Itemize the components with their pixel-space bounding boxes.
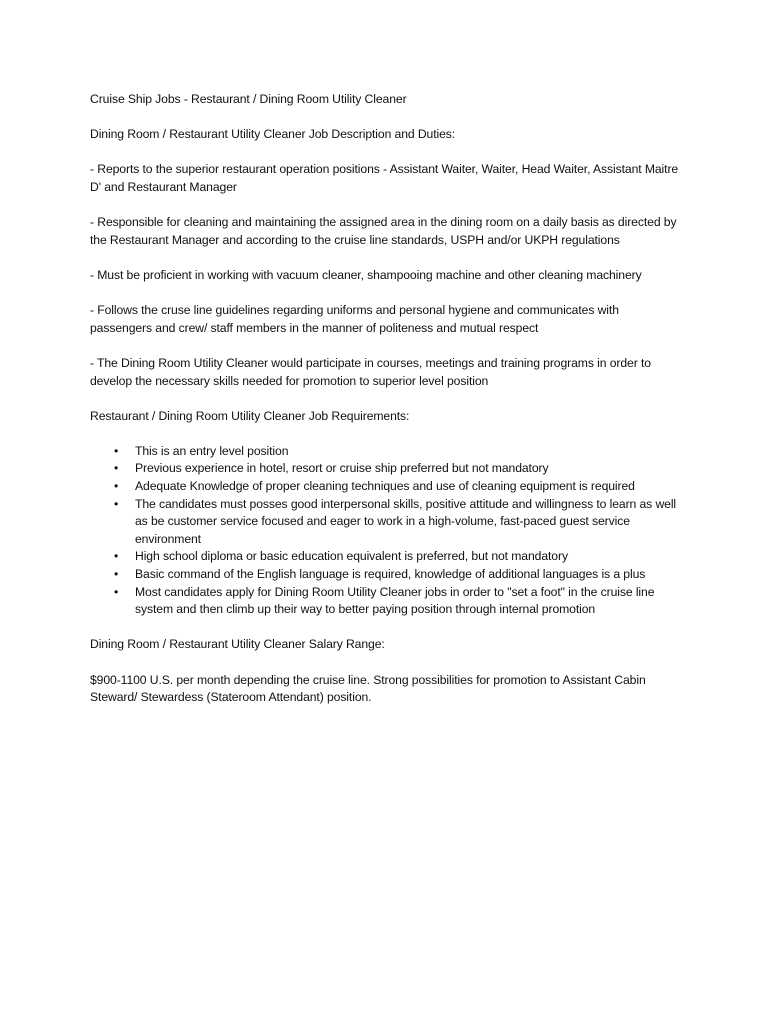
requirement-text: This is an entry level position (135, 443, 289, 458)
duty-paragraph: - Responsible for cleaning and maintaining the assigned area in the dining room on a daily basis as directed by the Restaurant Manager and according to the cruise line standards, USPH and/or UKPH regulations (90, 215, 677, 247)
salary-text: $900-1100 U.S. per month depending the cruise line. Strong possibilities for promotion to Assistant Cabin Steward/ Stewardess (Stateroom Attendant) position. (90, 672, 646, 705)
salary-heading: Dining Room / Restaurant Utility Cleaner Salary Range: (90, 637, 385, 652)
list-item (90, 584, 682, 619)
duty-paragraph: - Must be proficient in working with vacuum cleaner, shampooing machine and other cleaning machinery (90, 267, 642, 282)
bullet-icon: • (114, 461, 119, 476)
requirement-text: Most candidates apply for Dining Room Utility Cleaner jobs in order to "set a foot" in the cruise line system and then climb up their way to better paying position through internal promotion (135, 584, 655, 617)
list-item (90, 496, 682, 549)
document-title: Cruise Ship Jobs - Restaurant / Dining Room Utility Cleaner (90, 92, 407, 106)
duties-heading: Dining Room / Restaurant Utility Cleaner Job Description and Duties: (90, 127, 456, 142)
duty-paragraph: - Reports to the superior restaurant operation positions - Assistant Waiter, Waiter, Head Waiter, Assistant Maitre D' and Restaurant Manager (90, 162, 679, 194)
requirement-text: The candidates must posses good interpersonal skills, positive attitude and willingness to learn as well as be customer service focused and eager to work in a high-volume, fast-paced guest service environment (135, 496, 677, 546)
requirement-text: Previous experience in hotel, resort or cruise ship preferred but not mandatory (135, 461, 549, 476)
bullet-icon: • (114, 443, 119, 458)
requirement-text: Basic command of the English language is required, knowledge of additional languages is a plus (135, 567, 646, 582)
requirements-list (90, 443, 682, 619)
bullet-icon: • (114, 479, 119, 494)
list-item (90, 478, 682, 496)
bullet-icon: • (114, 549, 119, 564)
duty-paragraph: - The Dining Room Utility Cleaner would participate in courses, meetings and training programs in order to develop the necessary skills needed for promotion to superior level position (90, 355, 651, 388)
requirements-heading: Restaurant / Dining Room Utility Cleaner Job Requirements: (90, 408, 410, 423)
requirement-text: High school diploma or basic education equivalent is preferred, but not mandatory (135, 549, 568, 564)
list-item (90, 566, 682, 584)
document-body (90, 91, 682, 724)
bullet-icon: • (114, 496, 119, 511)
bullet-icon: • (114, 567, 119, 582)
list-item (90, 548, 682, 566)
requirement-text: Adequate Knowledge of proper cleaning techniques and use of cleaning equipment is required (135, 479, 635, 494)
list-item (90, 443, 682, 461)
bullet-icon: • (114, 584, 119, 599)
list-item (90, 460, 682, 478)
duty-paragraph: - Follows the cruse line guidelines regarding uniforms and personal hygiene and communicates with passengers and crew/ staff members in the manner of politeness and mutual respect (90, 303, 619, 335)
